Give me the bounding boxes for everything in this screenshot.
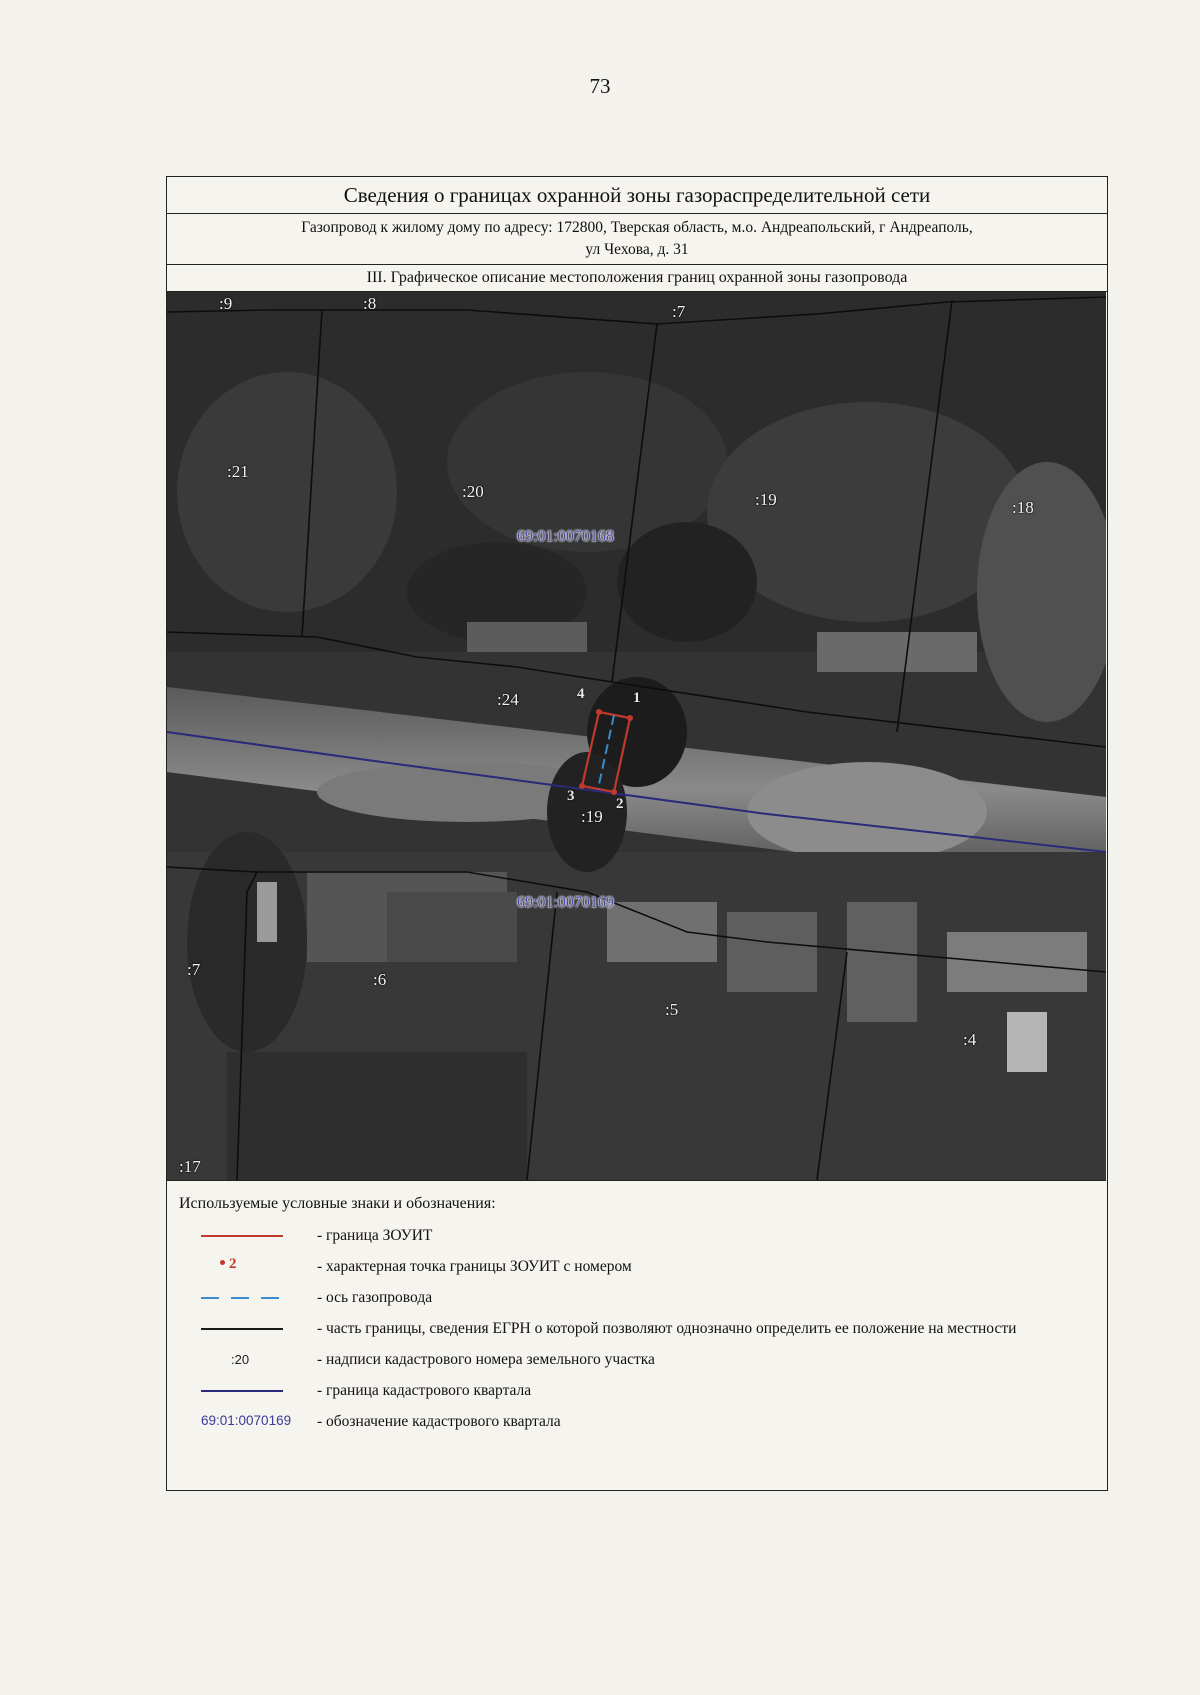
plot-label: :7 <box>187 960 201 979</box>
zone-point-label: 4 <box>577 686 585 702</box>
document-title: Сведения о границах охранной зоны газораспределительной сети <box>167 177 1107 214</box>
plot-label: :8 <box>363 294 377 313</box>
plot-label: :7 <box>672 302 686 321</box>
page-number: 73 <box>589 74 611 98</box>
plot-label: :19 <box>581 807 603 826</box>
plot-label: :5 <box>665 1000 679 1019</box>
plot-label: :17 <box>179 1157 201 1176</box>
quarter-label: 69:01:0070169 <box>517 894 614 911</box>
plot-label: :21 <box>227 462 249 481</box>
zone-point-2 <box>611 789 617 795</box>
plot-label: :20 <box>462 482 484 501</box>
quarter-label: 69:01:0070168 <box>517 528 614 545</box>
legend-text: - обозначение кадастрового квартала <box>317 1413 561 1430</box>
cadastral-map <box>167 292 1106 1181</box>
plot-label: :9 <box>219 294 233 313</box>
legend-item-zone-point <box>179 1256 1107 1278</box>
legend-item-parcel-boundary <box>179 1318 1107 1340</box>
plot-label-symbol <box>179 1349 317 1371</box>
dashed-line-symbol <box>179 1287 317 1309</box>
blue-line-symbol <box>179 1380 317 1402</box>
quarter-label-sample: 69:01:0070169 <box>201 1413 292 1428</box>
legend-item-plot-label <box>179 1349 1107 1371</box>
legend-item-quarter-label <box>179 1411 1107 1433</box>
plot-label: :4 <box>963 1030 977 1049</box>
legend-text: - граница кадастрового квартала <box>317 1382 532 1399</box>
plot-label-sample: :20 <box>231 1352 250 1367</box>
zone-point-label: 1 <box>633 690 641 706</box>
plot-label: :18 <box>1012 498 1034 517</box>
zone-point-3 <box>579 783 585 789</box>
zone-point-label: 3 <box>567 788 575 804</box>
subject-line-2: ул Чехова, д. 31 <box>585 241 689 258</box>
plot-label: :6 <box>373 970 387 989</box>
section-heading: III. Графическое описание местоположения границ охранной зоны газопровода <box>167 265 1107 292</box>
plot-label: :24 <box>497 690 519 709</box>
quarter-label-symbol <box>179 1411 317 1433</box>
dark-line-symbol <box>179 1318 317 1340</box>
subject-line-1: Газопровод к жилому дому по адресу: 172800, Тверская область, м.о. Андреапольский, г Андреаполь, <box>301 219 973 236</box>
point-sample: 2 <box>229 1256 237 1272</box>
legend-text: - граница ЗОУИТ <box>317 1227 433 1244</box>
document-frame <box>166 176 1108 1491</box>
point-symbol <box>179 1256 317 1278</box>
legend <box>167 1181 1107 1433</box>
legend-title: Используемые условные знаки и обозначения: <box>179 1195 496 1212</box>
legend-item-gas-axis <box>179 1287 1107 1309</box>
legend-item-quarter-boundary <box>179 1380 1107 1402</box>
zone-point-1 <box>627 715 633 721</box>
legend-text: - надписи кадастрового номера земельного участка <box>317 1351 655 1368</box>
legend-text: - ось газопровода <box>317 1289 433 1306</box>
plot-label: :19 <box>755 490 777 509</box>
legend-text: - характерная точка границы ЗОУИТ с номером <box>317 1258 632 1275</box>
zone-point-4 <box>596 709 602 715</box>
zone-point-label: 2 <box>616 796 624 812</box>
subject-description <box>167 214 1107 265</box>
red-line-symbol <box>179 1225 317 1247</box>
legend-text: - часть границы, сведения ЕГРН о которой позволяют однозначно определить ее положение на местности <box>317 1320 1017 1337</box>
legend-item-zone-boundary <box>179 1225 1107 1247</box>
